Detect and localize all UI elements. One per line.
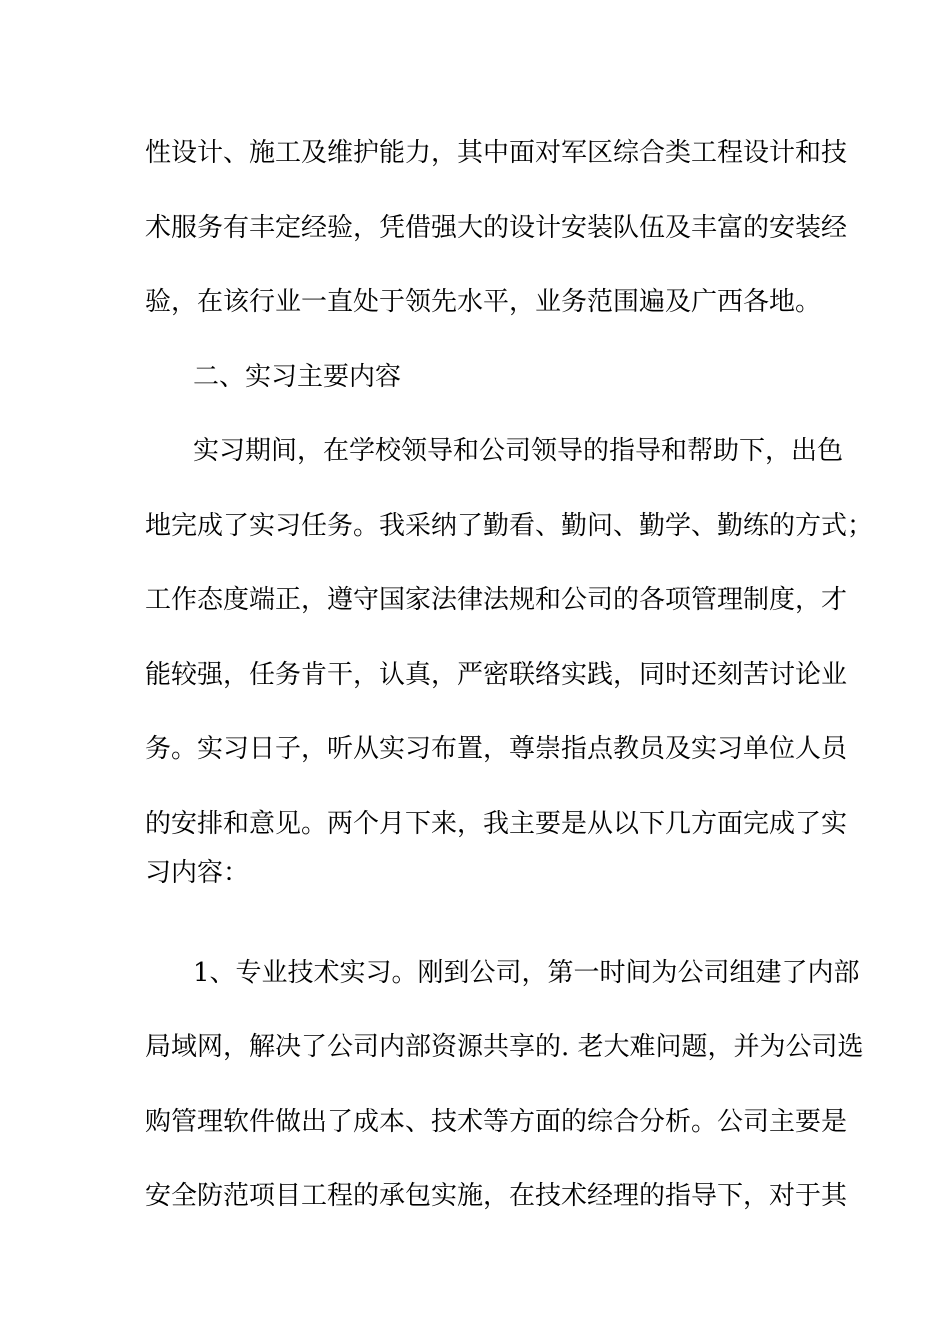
text-line: 性设计、施工及维护能力，其中面对军区综合类工程设计和技 xyxy=(145,138,848,168)
text-line: 局域网，解决了公司内部资源共享的. 老大难问题，并为公司选 xyxy=(145,1032,864,1062)
text-line: 安全防范项目工程的承包实施，在技术经理的指导下，对于其 xyxy=(145,1181,848,1211)
text-line: 地完成了实习任务。我采纳了勤看、勤问、勤学、勤练的方式； xyxy=(145,511,874,541)
text-line: 验，在该行业一直处于领先水平，业务范围遍及广西各地。 xyxy=(145,287,822,317)
text-line: 能较强，任务肯干，认真，严密联络实践，同时还刻苦讨论业 xyxy=(145,660,848,690)
text-line: 1、专业技术实习。刚到公司，第一时间为公司组建了内部 xyxy=(193,958,860,988)
section-heading: 二、实习主要内容 xyxy=(193,362,402,392)
text-line: 工作态度端正，遵守国家法律法规和公司的各项管理制度，才 xyxy=(145,585,848,615)
text-line: 务。实习日子，听从实习布置，尊崇指点教员及实习单位人员 xyxy=(145,734,848,764)
text-line: 术服务有丰定经验，凭借强大的设计安装队伍及丰富的安装经 xyxy=(145,213,848,243)
text-line: 实习期间，在学校领导和公司领导的指导和帮助下，出色 xyxy=(193,436,844,466)
text-line: 的安排和意见。两个月下来，我主要是从以下几方面完成了实 xyxy=(145,809,848,839)
text-line: 习内容： xyxy=(145,858,250,888)
text-line: 购管理软件做出了成本、技术等方面的综合分析。公司主要是 xyxy=(145,1107,848,1137)
